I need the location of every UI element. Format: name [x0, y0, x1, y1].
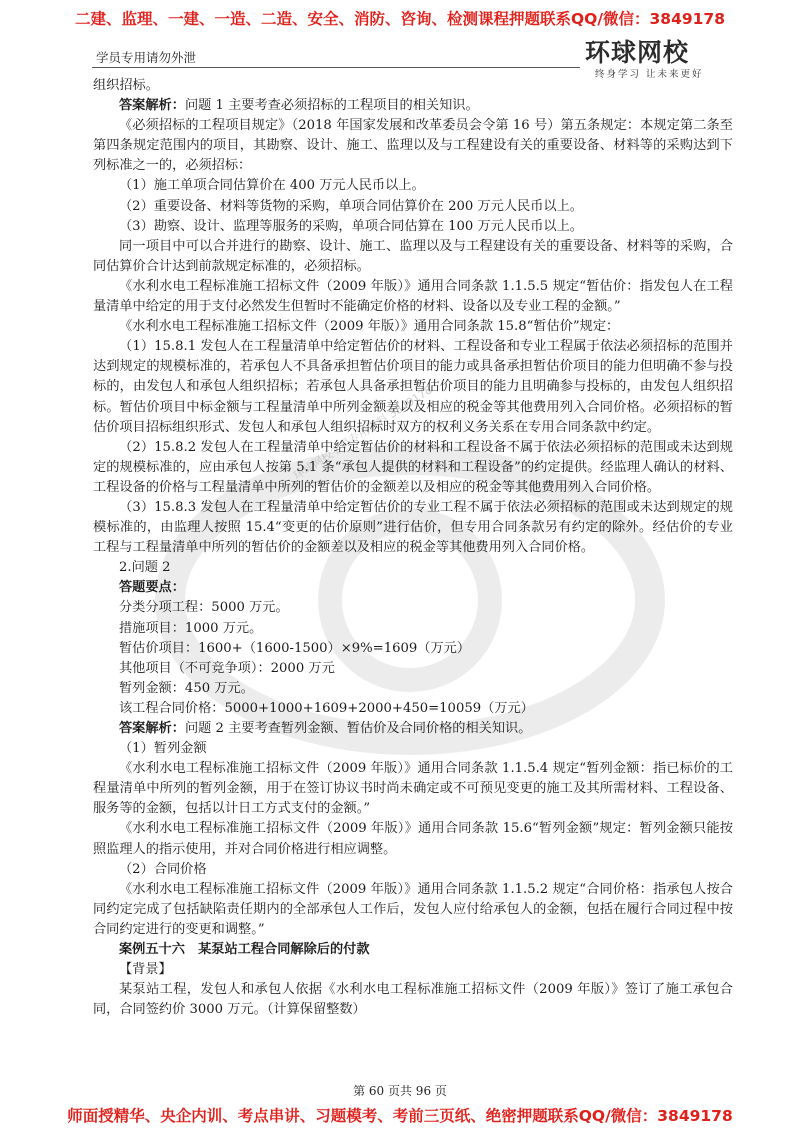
paragraph	[93, 277, 733, 317]
paragraph	[93, 237, 733, 277]
paragraph-text: 某泵站工程，发包人和承包人依据《水利水电工程标准施工招标文件（2009 年版）》签订了施工承包合同，合同签约价 3000 万元。（计算保留整数）	[93, 982, 733, 1018]
paragraph	[93, 980, 733, 1020]
paragraph-text: 暂估价项目：1600+（1600-1500）×9%=1609（万元）	[119, 640, 471, 656]
paragraph-text: 《水利水电工程标准施工招标文件（2009 年版）》通用合同条款 1.1.5.2 规定“合同价格：指承包人按合同约定完成了包括缺陷责任期内的全部承包人工作后，发包人应付给承包人的金额，包括在履行合同过程中按合同约定进行的变更和调整。”	[93, 881, 733, 937]
paragraph-text: 《水利水电工程标准施工招标文件（2009 年版）》通用合同条款 1.1.5.4 规定“暂列金额：指已标价的工程量清单中所列的暂列金额，用于在签订协议书时尚未确定或不可预见变更的施工及其所需材料、工程设备、服务等的金额，包括以计日工方式支付的金额。”	[93, 761, 733, 817]
paragraph-text: 《水利水电工程标准施工招标文件（2009 年版）》通用合同条款 1.1.5.5 规定“暂估价：指发包人在工程量清单中给定的用于支付必然发生但暂时不能确定价格的材料、设备以及专业工程的金额。”	[93, 278, 733, 315]
paragraph	[93, 739, 733, 759]
page-number: 第 60 页共 96 页	[353, 1084, 447, 1098]
paragraph	[93, 819, 733, 859]
paragraph	[93, 558, 733, 578]
paragraph-text: （2）合同价格	[119, 861, 207, 877]
paragraph	[93, 719, 733, 739]
paragraph-text: 暂列金额：450 万元。	[119, 680, 254, 696]
promo-banner-bottom: 师面授精华、央企内训、考点串讲、习题模考、考前三页纸、绝密押题联系QQ/微信：3849178	[67, 1107, 733, 1125]
header-confidential-note: 学员专用请勿外泄	[96, 50, 197, 65]
paragraph	[93, 96, 733, 116]
paragraph	[93, 438, 733, 498]
paragraph	[93, 659, 733, 679]
paragraph-text: 问题 1 主要考查必须招标的工程项目的相关知识。	[184, 98, 479, 114]
paragraph	[93, 498, 733, 558]
paragraph-label: 答案解析：	[119, 98, 185, 114]
paragraph	[93, 317, 733, 337]
promo-banner-top: 二建、监理、一建、一造、二造、安全、消防、咨询、检测课程押题联系QQ/微信：3849178	[74, 10, 725, 28]
paragraph	[93, 880, 733, 940]
paragraph	[93, 197, 733, 217]
paragraph	[93, 679, 733, 699]
paragraph	[93, 176, 733, 196]
watermark-text: 环球网校学员专用资料 3849178	[291, 383, 435, 483]
paragraph	[93, 337, 733, 437]
paragraph	[93, 639, 733, 659]
paragraph-text: 问题 2 主要考查暂列金额、暂估价及合同价格的相关知识。	[184, 721, 532, 736]
paragraph-label: 案例五十六 某泵站工程合同解除后的付款	[119, 942, 370, 958]
paragraph-text: （3）勘察、设计、监理等服务的采购，单项合同估算在 100 万元人民币以上。	[119, 218, 583, 234]
paragraph-text: 组织招标。	[93, 78, 159, 93]
paragraph-text: 《水利水电工程标准施工招标文件（2009 年版）》通用合同条款 15.6“暂列金额”规定：暂列金额只能按照监理人的指示使用，并对合同价格进行相应调整。	[93, 821, 733, 857]
paragraph-label: 答题要点：	[119, 580, 185, 596]
paragraph	[93, 619, 733, 639]
paragraph-text: 《必须招标的工程项目规定》（2018 年国家发展和改革委员会令第 16 号）第五条规定：本规定第二条至第四条规定范围内的项目，其勘察、设计、施工、监理以及与工程建设有关的重要设备、材料等的采购达到下列标准之一的，必须招标：	[93, 118, 733, 174]
paragraph	[93, 76, 733, 96]
logo-slogan: 终身学习 让未来更好	[595, 69, 704, 80]
paragraph-text: （2）15.8.2 发包人在工程量清单中给定暂估价的材料和工程设备不属于依法必须招标的范围或未达到规定的规模标准的，应由承包人按第 5.1 条“承包人提供的材料和工程设备”的约定提供。经监理人确认的材料、工程设备的价格与工程量清单中所列的暂估价的金额差以及相应的税金等其他费用列入合同价格。	[93, 439, 733, 495]
paragraph-text: 2.问题 2	[119, 560, 171, 576]
paragraph	[93, 116, 733, 176]
paragraph-text: 其他项目（不可竞争项）：2000 万元	[119, 660, 335, 676]
paragraph-text: （2）重要设备、材料等货物的采购，单项合同估算价在 200 万元人民币以上。	[119, 198, 583, 214]
paragraph-text: 该工程合同价格：5000+1000+1609+2000+450=10059（万元）	[119, 700, 534, 716]
paragraph	[93, 578, 733, 598]
paragraph-text: 《水利水电工程标准施工招标文件（2009 年版）》通用合同条款 15.8“暂估价”规定：	[119, 319, 620, 335]
paragraph-text: （3）15.8.3 发包人在工程量清单中给定暂估价的专业工程不属于依法必须招标的范围或未达到规定的规模标准的，由监理人按照 15.4“变更的估价原则”进行估价，但专用合同条款另有约定的除外。经估价的专业工程与工程量清单中所列的暂估价的金额差以及相应的税金等其他费用列入合同价格。	[93, 499, 733, 556]
paragraph-text: （1）15.8.1 发包人在工程量清单中给定暂估价的材料、工程设备和专业工程属于依法必须招标的范围并达到规定的规模标准的，若承包人不具备承担暂估价项目的能力或具备承担暂估价项目的能力但明确不参与投标的，由发包人和承包人组织招标；若承包人具备承担暂估价项目的能力且明确参与投标的，由发包人组织招标。暂估价项目中标金额与工程量清单中所列金额差以及相应的税金等其他费用列入合同价格。必须招标的暂估价项目招标组织形式、发包人和承包人组织招标时双方的权利义务关系在专用合同条款中约定。	[93, 339, 733, 435]
paragraph-label: 答案解析：	[119, 721, 185, 736]
paragraph-text: 【背景】	[119, 962, 172, 978]
logo	[585, 33, 735, 81]
paragraph	[93, 699, 733, 719]
header-rule	[92, 67, 580, 68]
paragraph	[93, 759, 733, 819]
logo-name: 环球网校	[585, 38, 690, 67]
paragraph-text: （1）暂列金额	[119, 741, 207, 757]
paragraph-text: （1）施工单项合同估算价在 400 万元人民币以上。	[119, 178, 425, 194]
paragraph-text: 同一项目中可以合并进行的勘察、设计、施工、监理以及与工程建设有关的重要设备、材料等的采购，合同估算价合计达到前款规定标准的，必须招标。	[93, 238, 733, 274]
paragraph	[93, 598, 733, 618]
paragraph	[93, 960, 733, 980]
paragraph-text: 措施项目：1000 万元。	[119, 620, 263, 636]
paragraph	[93, 940, 733, 960]
paragraph	[93, 217, 733, 237]
document-body	[93, 76, 733, 1020]
paragraph	[93, 860, 733, 880]
paragraph-text: 分类分项工程：5000 万元。	[119, 600, 289, 616]
